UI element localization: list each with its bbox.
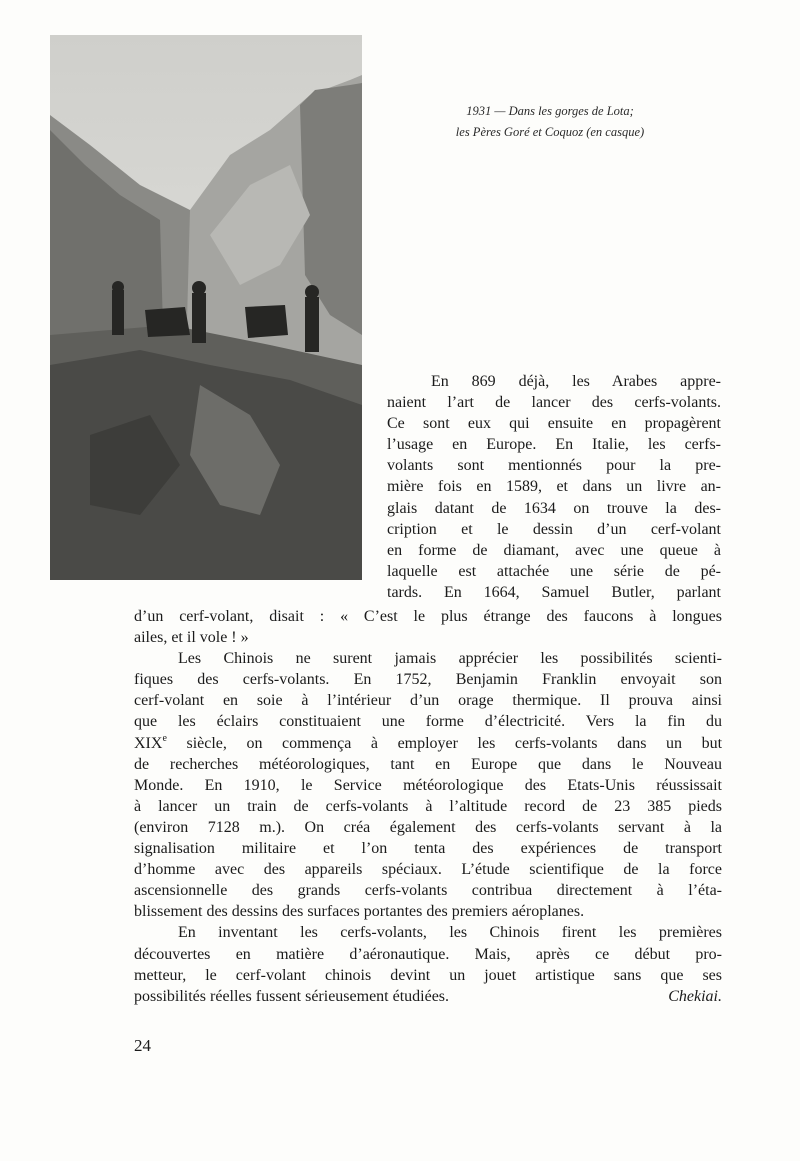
text-line: tards. En 1664, Samuel Butler, parlant [387,583,721,601]
text-line: découvertes en matière d’aéronautique. Mais, après ce début pro- [134,945,722,963]
text-line [134,986,722,1007]
photo-caption [410,101,690,143]
caption-line-2: les Pères Goré et Coquoz (en casque) [455,125,645,139]
text-line: à lancer un train de cerfs-volants à l’altitude record de 23 385 pieds [134,797,722,815]
intro-paragraph [387,371,721,603]
text-line: d’homme avec des appareils spéciaux. L’étude scientifique de la force [134,861,722,879]
text-line: glais datant de 1634 on trouve la des- [387,499,721,517]
text-line: d’un cerf-volant, disait : « C’est le plus étrange des faucons à longues [134,608,722,625]
text-line-rest: siècle, on commença à employer les cerfs-volants dans un but [186,734,723,752]
text-line: naient l’art de lancer des cerfs-volants. [387,394,721,412]
text-line: ascensionnelle des grands cerfs-volants contribua directement à l’éta- [134,882,722,900]
text-line: laquelle est attachée une série de pé- [387,562,721,580]
author-signature: Chekiai. [668,987,722,1005]
photo-illustration [50,35,362,580]
text-line: de recherches météorologiques, tant en Europe que dans le Nouveau [134,755,722,773]
century-numeral: XIX [134,734,163,752]
text-line: l’usage en Europe. En Italie, les cerfs- [387,436,721,454]
century-superscript: e [162,732,167,744]
text-line: que les éclairs constituaient une forme d’électricité. Vers la fin du [134,713,722,731]
text-line: Ce sont eux qui ensuite en propagèrent [387,415,721,433]
text-line: Les Chinois ne surent jamais apprécier les possibilités scienti- [178,650,722,668]
body-text [134,606,722,1007]
page-number: 24 [134,1036,151,1055]
text-line: blissement des dessins des surfaces portantes des premiers aéroplanes. [134,903,585,921]
text-line: signalisation militaire et l’on tenta des expériences de transport [134,840,722,858]
text-line: ailes, et il vole ! » [134,629,249,647]
text-line: metteur, le cerf-volant chinois devint un jouet artistique sans que ses [134,966,722,984]
text-line: Monde. En 1910, le Service météorologique des Etats-Unis réussissait [134,776,722,794]
text-line: cription et le dessin d’un cerf-volant [387,520,721,538]
caption-line-1: 1931 — Dans les gorges de Lota; [466,104,634,118]
mountain-gorge-photo [50,35,362,580]
text-line: en forme de diamant, avec une queue à [387,541,721,559]
text-line: mière fois en 1589, et dans un livre an- [387,478,721,496]
text-line: cerf-volant en soie à l’intérieur d’un orage thermique. Il prouva ainsi [134,692,722,710]
text-line [134,733,722,754]
text-line: (environ 7128 m.). On créa également des cerfs-volants servant à la [134,818,722,836]
text-line: volants sont mentionnés pour la pre- [387,457,721,475]
last-line-text: possibilités réelles fussent sérieusement étudiées. [134,987,450,1005]
text-line: En 869 déjà, les Arabes appre- [431,373,721,390]
text-line: fiques des cerfs-volants. En 1752, Benjamin Franklin envoyait son [134,671,722,689]
text-line: En inventant les cerfs-volants, les Chinois firent les premières [178,924,722,942]
